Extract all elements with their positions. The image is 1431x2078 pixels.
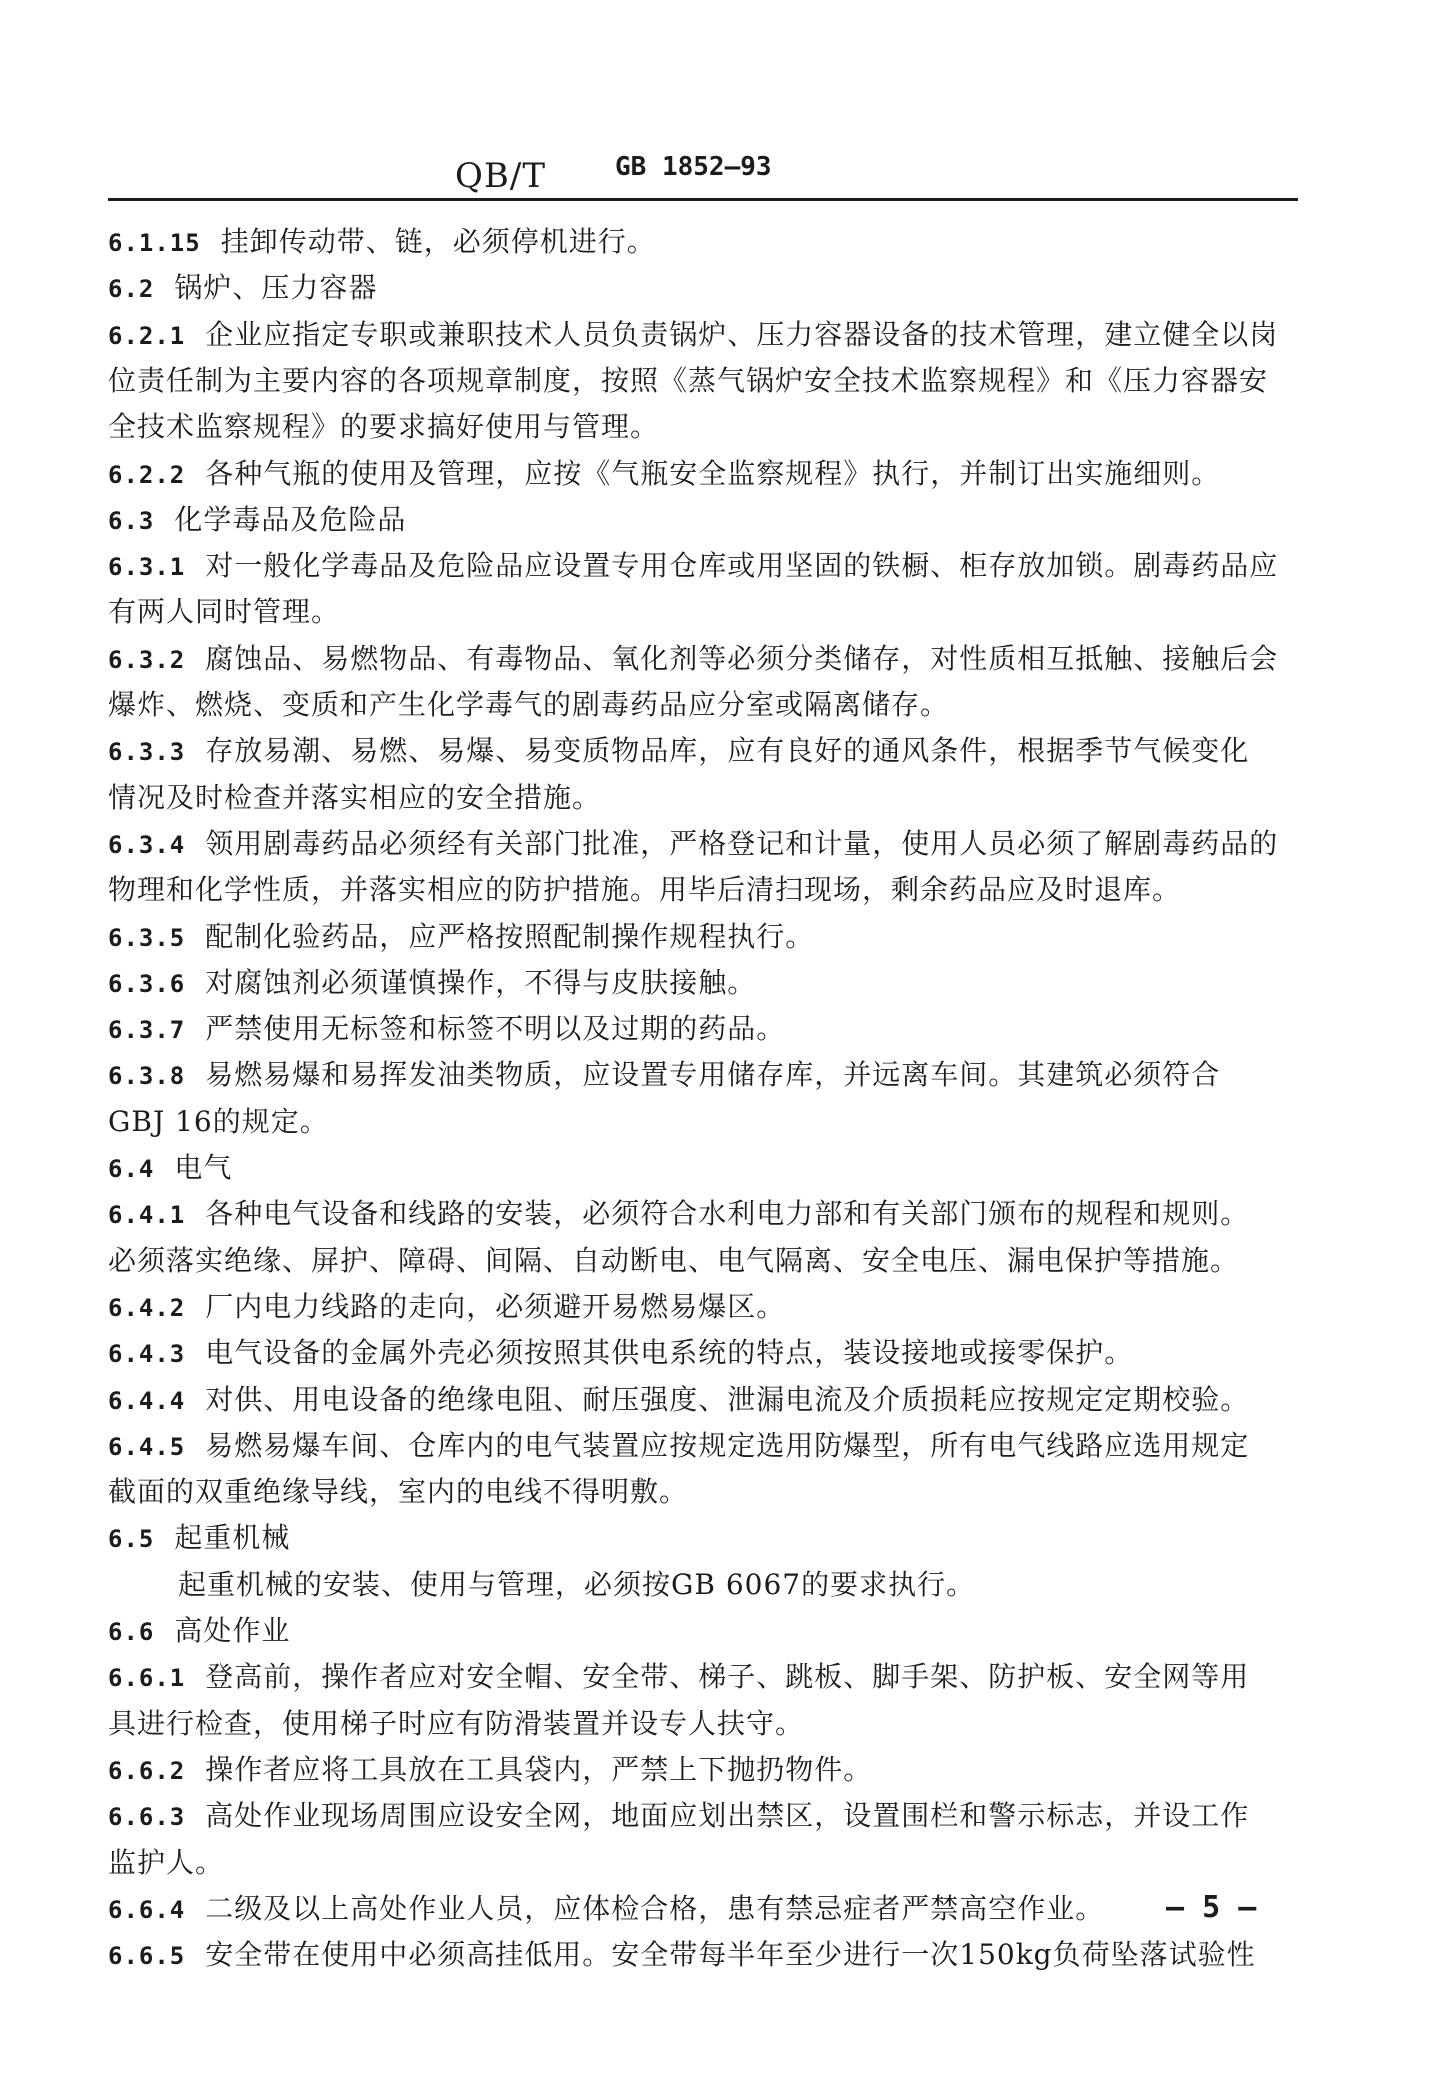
- clause-text: 腐蚀品、易燃物品、有毒物品、氧化剂等必须分类储存，对性质相互抵触、接触后会: [205, 641, 1279, 675]
- clause-number: 6.3.7: [108, 1016, 186, 1045]
- text-line: [108, 1055, 1300, 1096]
- text-line: [108, 917, 1300, 958]
- clause-number: 6.6.3: [108, 1803, 186, 1832]
- clause-number: 6.4.3: [108, 1340, 186, 1369]
- clause-text: 物理和化学性质，并落实相应的防护措施。用毕后清扫现场，剩余药品应及时退库。: [108, 873, 1182, 907]
- text-line: [108, 454, 1300, 495]
- text-line: [108, 500, 1300, 541]
- text-line: [108, 1102, 1300, 1142]
- text-line: [108, 870, 1300, 910]
- text-line: [108, 1194, 1300, 1235]
- clause-text: 登高前，操作者应对安全帽、安全带、梯子、跳板、脚手架、防护板、安全网等用: [205, 1660, 1250, 1694]
- standard-code: GB 1852—93: [615, 152, 772, 182]
- header-rule: [108, 198, 1298, 201]
- clause-number: 6.4.1: [108, 1201, 186, 1230]
- text-line: [108, 778, 1300, 818]
- text-line: [108, 1426, 1300, 1467]
- clause-text: 位责任制为主要内容的各项规章制度，按照《蒸气锅炉安全技术监察规程》和《压力容器安: [108, 363, 1269, 397]
- text-line: [108, 731, 1300, 772]
- clause-number: 6.4.5: [108, 1432, 186, 1461]
- text-line: [108, 1148, 1300, 1189]
- clause-number: 6.4.4: [108, 1386, 186, 1415]
- clause-text: 配制化验药品，应严格按照配制操作规程执行。: [205, 919, 815, 953]
- clause-number: 6.2.1: [108, 321, 186, 350]
- clause-text: 起重机械的安装、使用与管理，必须按GB 6067的要求执行。: [178, 1567, 976, 1601]
- clause-text: 易燃易爆和易挥发油类物质，应设置专用储存库，并远离车间。其建筑必须符合: [205, 1058, 1221, 1092]
- clause-number: 6.4: [108, 1155, 155, 1183]
- clause-number: 6.2.2: [108, 460, 186, 489]
- text-line: [108, 407, 1300, 447]
- clause-text: 厂内电力线路的走向，必须避开易燃易爆区。: [205, 1289, 786, 1323]
- text-line: [108, 685, 1300, 725]
- clause-number: 6.1.15: [108, 229, 201, 257]
- text-line: [108, 1009, 1300, 1050]
- clause-number: 6.3.8: [108, 1062, 186, 1091]
- text-line: [108, 1380, 1300, 1421]
- text-line: [108, 268, 1300, 309]
- text-line: [108, 1287, 1300, 1328]
- clause-text: 对供、用电设备的绝缘电阻、耐压强度、泄漏电流及介质损耗应按规定定期校验。: [205, 1382, 1250, 1416]
- clause-number: 6.3.2: [108, 645, 186, 674]
- text-line: [108, 1704, 1300, 1744]
- clause-text: 具进行检查，使用梯子时应有防滑装置并设专人扶守。: [108, 1706, 805, 1740]
- text-line: [108, 361, 1300, 401]
- text-line: [108, 1241, 1300, 1281]
- clause-text: 电气设备的金属外壳必须按照其供电系统的特点，装设接地或接零保护。: [205, 1336, 1134, 1370]
- clause-number: 6.3.4: [108, 830, 186, 859]
- clause-number: 6.3.6: [108, 969, 186, 998]
- clause-text: 爆炸、燃烧、变质和产生化学毒气的剧毒药品应分室或隔离储存。: [108, 688, 950, 721]
- text-line: [108, 546, 1300, 587]
- clause-number: 6.6: [108, 1618, 155, 1646]
- clause-text: 截面的双重绝缘导线，室内的电线不得明敷。: [108, 1475, 689, 1509]
- text-line: [108, 315, 1300, 356]
- clause-text: 操作者应将工具放在工具袋内，严禁上下抛扔物件。: [205, 1752, 873, 1786]
- clause-text: 对腐蚀剂必须谨慎操作，不得与皮肤接触。: [205, 965, 757, 999]
- page-number: — 5 —: [1166, 1890, 1257, 1925]
- text-line: [108, 1750, 1300, 1791]
- clause-text: 易燃易爆车间、仓库内的电气装置应按规定选用防爆型，所有电气线路应选用规定: [205, 1428, 1250, 1462]
- clause-text: 监护人。: [108, 1845, 225, 1879]
- clause-number: 6.2: [108, 275, 155, 304]
- clause-text: GBJ 16的规定。: [108, 1104, 329, 1138]
- clause-number: 6.6.1: [108, 1664, 186, 1693]
- text-line: [108, 1935, 1300, 1976]
- clause-text: 各种气瓶的使用及管理，应按《气瓶安全监察规程》执行，并制订出实施细则。: [205, 456, 1221, 490]
- clause-number: 6.3.3: [108, 738, 186, 767]
- text-line: [108, 222, 1300, 263]
- clause-number: 6.3.5: [108, 923, 186, 952]
- text-line: [108, 1472, 1300, 1512]
- clause-text: 严禁使用无标签和标签不明以及过期的药品。: [205, 1012, 786, 1046]
- text-line: [108, 824, 1300, 865]
- clause-text: 化学毒品及危险品: [174, 502, 407, 536]
- text-line: [108, 1611, 1300, 1652]
- clause-text: 高处作业: [174, 1614, 291, 1647]
- clause-text: 存放易潮、易燃、易爆、易变质物品库，应有良好的通风条件，根据季节气候变化: [205, 734, 1250, 768]
- clause-text: 起重机械: [174, 1521, 291, 1555]
- text-line: [108, 1796, 1300, 1837]
- clause-text: 有两人同时管理。: [108, 595, 341, 629]
- clause-text: 对一般化学毒品及危险品应设置专用仓库或用坚固的铁橱、柜存放加锁。剧毒药品应: [205, 549, 1279, 583]
- text-line: [108, 963, 1300, 1004]
- clause-text: 二级及以上高处作业人员，应体检合格，患有禁忌症者严禁高空作业。: [205, 1891, 1105, 1925]
- clause-text: 锅炉、压力容器: [174, 271, 378, 305]
- clause-number: 6.4.2: [108, 1293, 186, 1322]
- clause-text: 全技术监察规程》的要求搞好使用与管理。: [108, 410, 660, 444]
- text-line: [108, 1889, 1300, 1930]
- clause-text: 必须落实绝缘、屏护、障碍、间隔、自动断电、电气隔离、安全电压、漏电保护等措施。: [108, 1243, 1240, 1277]
- clause-number: 6.3.1: [108, 553, 186, 582]
- clause-text: 高处作业现场周围应设安全网，地面应划出禁区，设置围栏和警示标志，并设工作: [205, 1799, 1250, 1833]
- clause-text: 挂卸传动带、链，必须停机进行。: [220, 225, 656, 258]
- text-line: [108, 1518, 1300, 1559]
- clause-text: 情况及时检查并落实相应的安全措施。: [108, 780, 602, 814]
- clause-text: 企业应指定专职或兼职技术人员负责锅炉、压力容器设备的技术管理，建立健全以岗: [205, 317, 1279, 351]
- text-line: [108, 1657, 1300, 1698]
- text-line: [108, 639, 1300, 680]
- clause-number: 6.3: [108, 506, 155, 535]
- clause-number: 6.6.5: [108, 1942, 186, 1971]
- clause-text: 安全带在使用中必须高挂低用。安全带每半年至少进行一次150kg负荷坠落试验性: [205, 1938, 1256, 1972]
- clause-number: 6.6.4: [108, 1895, 186, 1924]
- text-line: [108, 592, 1300, 632]
- clause-text: 领用剧毒药品必须经有关部门批准，严格登记和计量，使用人员必须了解剧毒药品的: [205, 826, 1279, 860]
- text-line: [108, 1565, 1370, 1605]
- text-line: [108, 1333, 1300, 1374]
- clause-number: 6.6.2: [108, 1756, 186, 1785]
- text-line: [108, 1843, 1300, 1883]
- clause-text: 各种电气设备和线路的安装，必须符合水利电力部和有关部门颁布的规程和规则。: [205, 1197, 1250, 1231]
- clause-number: 6.5: [108, 1525, 155, 1554]
- clause-text: 电气: [174, 1151, 233, 1184]
- standard-stamp: QB/T: [455, 156, 546, 196]
